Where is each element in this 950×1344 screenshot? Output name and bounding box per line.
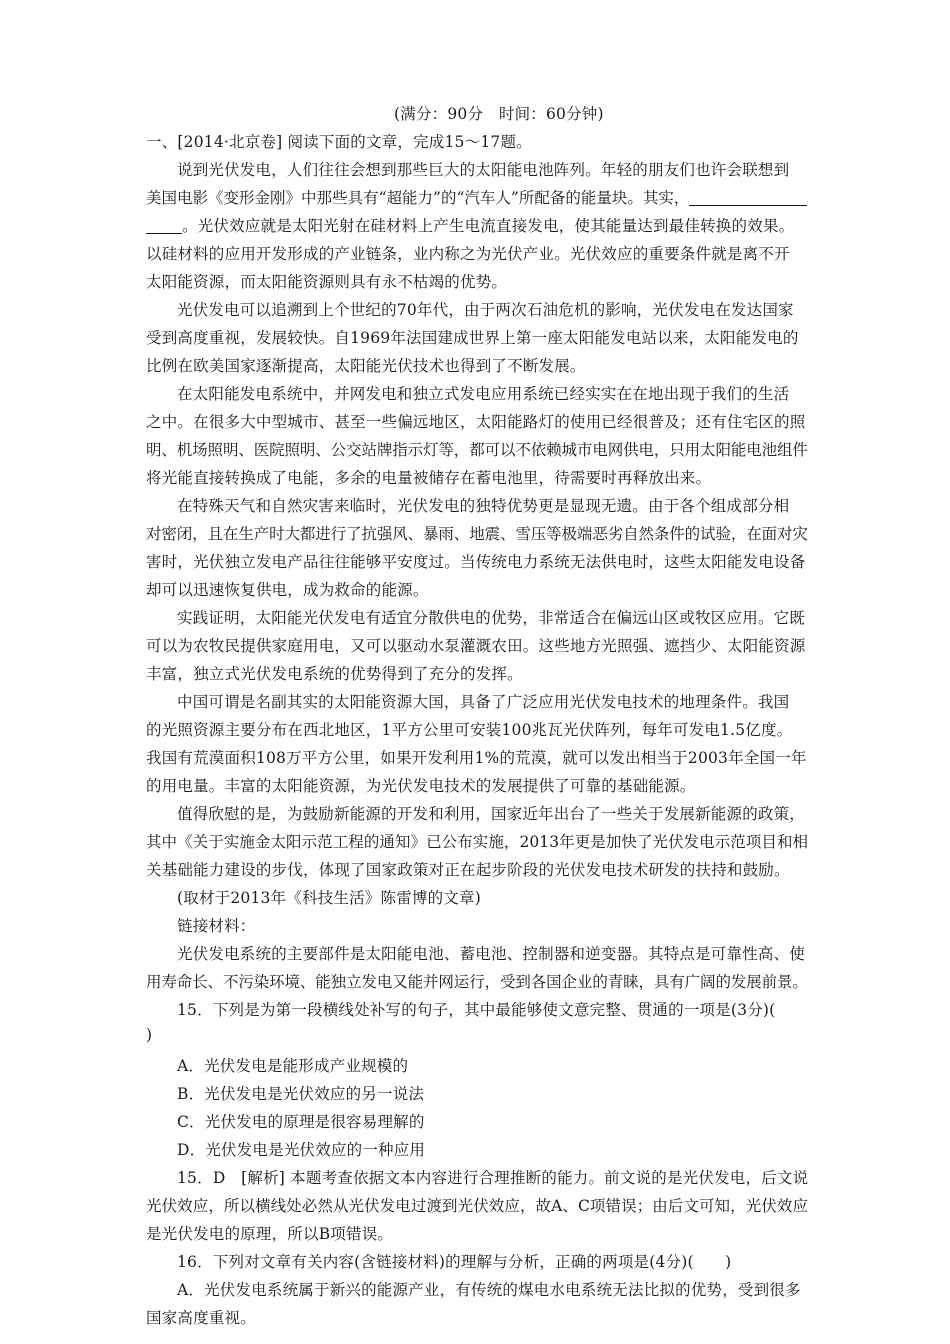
fill-blank-continued xyxy=(146,218,182,234)
q15-stem-close: ) xyxy=(146,1026,153,1044)
q15-answer-line-1: 15．D [解析] 本题考查依据文本内容进行合理推断的能力。前文说的是光伏发电，后文说 xyxy=(177,1169,809,1187)
p7-line-2: 其中《关于实施金太阳示范工程的通知》已公布实施，2013年更是加快了光伏发电示范项目和相 xyxy=(146,833,809,851)
p2-line-1: 光伏发电可以追溯到上个世纪的70年代，由于两次石油危机的影响，光伏发电在发达国家 xyxy=(177,301,794,319)
p2-line-3: 比例在欧美国家逐渐提高，太阳能光伏技术也得到了不断发展。 xyxy=(146,357,586,375)
p4-line-2: 对密闭，且在生产时大都进行了抗强风、暴雨、地震、雪压等极端恶劣自然条件的试验，在面对灾 xyxy=(146,525,808,543)
p3-line-1: 在太阳能发电系统中，并网发电和独立式发电应用系统已经实实在在地出现于我们的生活 xyxy=(177,385,790,403)
p7-line-1: 值得欣慰的是，为鼓励新能源的开发和利用，国家近年出台了一些关于发展新能源的政策， xyxy=(177,805,806,823)
p4-line-1: 在特殊天气和自然灾害来临时，光伏发电的独特优势更是显现无遗。由于各个组成部分相 xyxy=(177,497,790,515)
source-citation: (取材于2013年《科技生活》陈雷博的文章) xyxy=(177,889,481,907)
q16-option-a-line-2: 国家高度重视。 xyxy=(146,1309,256,1327)
p3-line-3: 明、机场照明、医院照明、公交站牌指示灯等，都可以不依赖城市电网供电，只用太阳能电池组件 xyxy=(146,441,808,459)
p1-line-3 xyxy=(146,214,794,236)
p6-line-3: 我国有荒漠面积108万平方公里，如果开发利用1%的荒漠，就可以发出相当于2003年全国一年 xyxy=(146,749,807,767)
score-time-header: (满分：90分 时间：60分钟) xyxy=(394,105,604,123)
p3-line-4: 将光能直接转换成了电能，多余的电量被储存在蓄电池里，待需要时再释放出来。 xyxy=(146,469,712,487)
p5-line-1: 实践证明，太阳能光伏发电有适宜分散供电的优势，非常适合在偏远山区或牧区应用。它既 xyxy=(177,609,806,627)
p1-line-3-text: 。光伏效应就是太阳光射在硅材料上产生电流直接发电，使其能量达到最佳转换的效果。 xyxy=(182,217,795,235)
p1-line-5: 太阳能资源，而太阳能资源则具有永不枯竭的优势。 xyxy=(146,273,508,291)
p4-line-4: 却可以迅速恢复供电，成为救命的能源。 xyxy=(146,581,429,599)
p2-line-2: 受到高度重视，发展较快。自1969年法国建成世界上第一座太阳能发电站以来，太阳能发电的 xyxy=(146,329,799,347)
p4-line-3: 害时，光伏独立发电产品往往能够平安度过。当传统电力系统无法供电时，这些太阳能发电设备 xyxy=(146,553,806,571)
p6-line-1: 中国可谓是名副其实的太阳能资源大国，具备了广泛应用光伏发电技术的地理条件。我国 xyxy=(177,693,790,711)
q15-option-a: A．光伏发电是能形成产业规模的 xyxy=(177,1057,409,1075)
p6-line-2: 的光照资源主要分布在西北地区，1平方公里可安装100兆瓦光伏阵列，每年可发电1.5亿度。 xyxy=(146,721,793,739)
p3-line-2: 之中。在很多大中型城市、甚至一些偏远地区，太阳能路灯的使用已经很普及；还有住宅区的照 xyxy=(146,413,806,431)
p5-line-2: 可以为农牧民提供家庭用电，又可以驱动水泵灌溉农田。这些地方光照强、遮挡少、太阳能资源 xyxy=(146,637,806,655)
p1-line-2-text: 美国电影《变形金刚》中那些具有“超能力”的“汽车人”所配备的能量块。其实， xyxy=(146,189,690,207)
q15-option-c: C．光伏发电的原理是很容易理解的 xyxy=(177,1113,425,1131)
p1-line-1: 说到光伏发电，人们往往会想到那些巨大的太阳能电池阵列。年轻的朋友们也许会联想到 xyxy=(177,161,790,179)
p5-line-3: 丰富，独立式光伏发电系统的优势得到了充分的发挥。 xyxy=(146,665,523,683)
p6-line-4: 的用电量。丰富的太阳能资源，为光伏发电技术的发展提供了可靠的基础能源。 xyxy=(146,777,696,795)
p1-line-2 xyxy=(146,186,807,208)
p1-line-4: 以硅材料的应用开发形成的产业链条，业内称之为光伏产业。光伏效应的重要条件就是离不开 xyxy=(146,245,790,263)
q15-option-d: D．光伏发电是光伏效应的一种应用 xyxy=(177,1141,426,1159)
q16-stem: 16．下列对文章有关内容(含链接材料)的理解与分析，正确的两项是(4分)( ) xyxy=(177,1253,732,1271)
link-material-title: 链接材料： xyxy=(177,917,256,935)
q16-option-a-line-1: A．光伏发电系统属于新兴的能源产业，有传统的煤电水电系统无法比拟的优势，受到很多 xyxy=(177,1281,801,1299)
q15-answer-line-3: 是光伏发电的原理，所以B项错误。 xyxy=(146,1225,394,1243)
fill-blank xyxy=(689,190,807,206)
q15-option-b: B．光伏发电是光伏效应的另一说法 xyxy=(177,1085,425,1103)
q15-answer-line-2: 光伏效应，所以横线处必然从光伏发电过渡到光伏效应，故A、C项错误；由后文可知，光伏效应 xyxy=(146,1197,809,1215)
q15-stem: 15．下列是为第一段横线处补写的句子，其中最能够使文意完整、贯通的一项是(3分)( xyxy=(177,1001,776,1019)
link-line-2: 用寿命长、不污染环境、能独立发电又能并网运行，受到各国企业的青睐，具有广阔的发展前景。 xyxy=(146,973,808,991)
p7-line-3: 关基础能力建设的步伐，体现了国家政策对正在起步阶段的光伏发电技术研发的扶持和鼓励。 xyxy=(146,861,790,879)
link-line-1: 光伏发电系统的主要部件是太阳能电池、蓄电池、控制器和逆变器。其特点是可靠性高、使 xyxy=(177,945,806,963)
section-title: 一、[2014·北京卷] 阅读下面的文章，完成15～17题。 xyxy=(146,133,532,151)
